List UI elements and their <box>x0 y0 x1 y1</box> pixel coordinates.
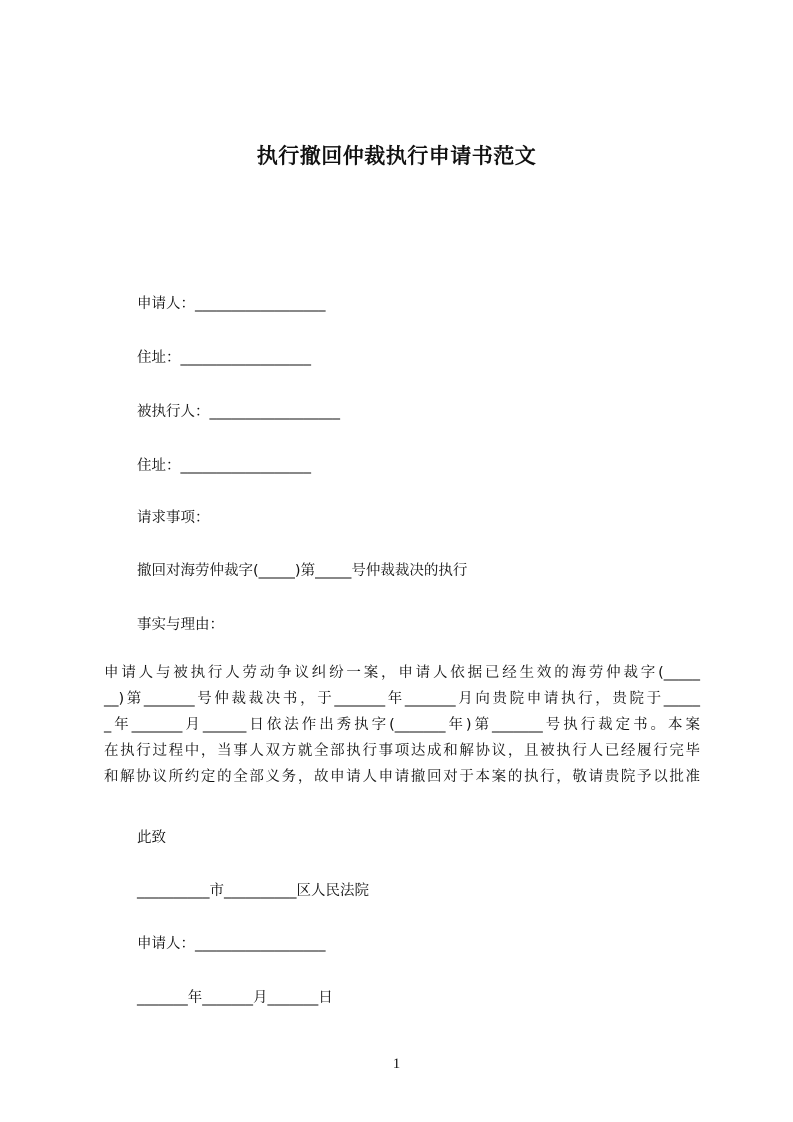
applicant-field: 申请人：__________________ <box>137 296 326 312</box>
request-content: 撤回对海劳仲裁字(_____)第_____号仲裁裁决的执行 <box>137 563 468 579</box>
request-heading: 请求事项： <box>137 510 210 526</box>
body-line: 申请人与被执行人劳动争议纠纷一案，申请人依据已经生效的海劳仲裁字(_____ <box>104 665 700 681</box>
body-line: 在执行过程中，当事人双方就全部执行事项达成和解协议，且被执行人已经履行完毕 <box>104 743 700 759</box>
body-line: __)第_______号仲裁裁决书，于_______年_______月向贵院申请执行，贵院于_____ <box>104 691 700 707</box>
page-title: 执行撤回仲裁执行申请书范文 <box>256 144 537 168</box>
date-field: _______年_______月_______日 <box>137 990 333 1006</box>
body-line: 和解协议所约定的全部义务，故申请人申请撤回对于本案的执行，敬请贵院予以批准 <box>104 769 700 785</box>
respondent-address-field: 住址：__________________ <box>137 458 311 474</box>
body-line: _年_______月______日依法作出秀执字(_______年)第_______号执行裁定书。本案 <box>104 717 700 733</box>
facts-body-paragraph <box>104 660 700 790</box>
facts-heading: 事实与理由： <box>137 617 224 633</box>
signature-field: 申请人：__________________ <box>137 936 326 952</box>
respondent-field: 被执行人：__________________ <box>137 404 340 420</box>
page-number: 1 <box>392 1056 401 1072</box>
applicant-address-field: 住址：__________________ <box>137 350 311 366</box>
court-address: __________市__________区人民法院 <box>137 883 369 899</box>
closing-salutation: 此致 <box>137 830 166 846</box>
